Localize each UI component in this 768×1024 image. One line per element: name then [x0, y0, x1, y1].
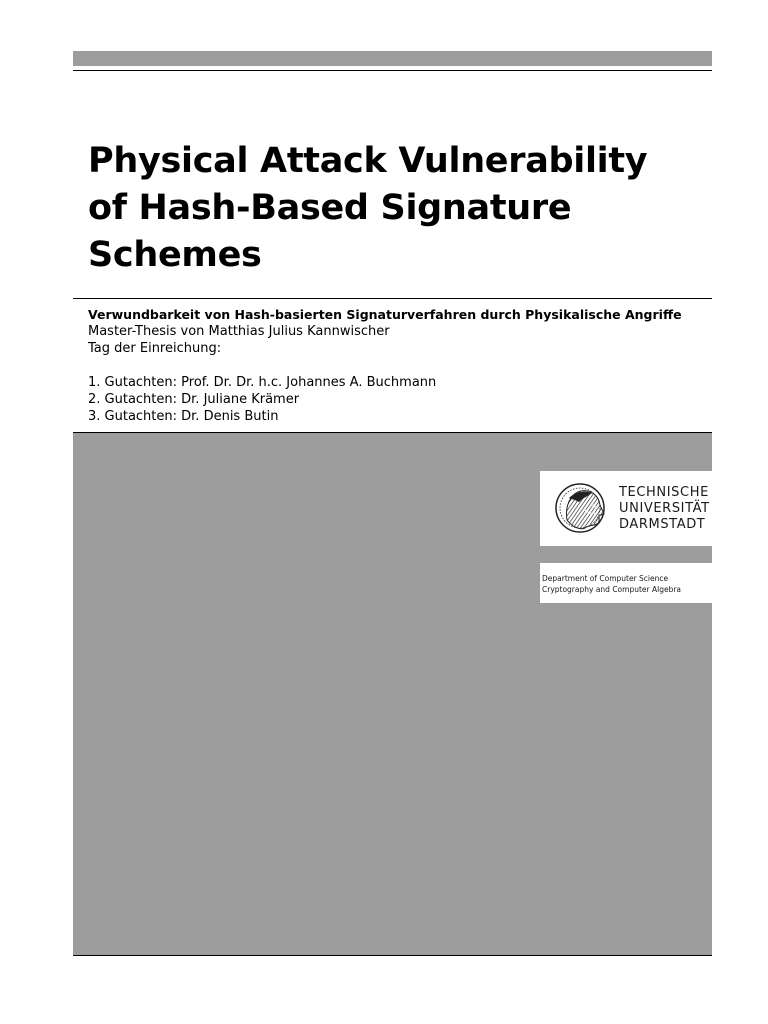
- author-line: Master-Thesis von Matthias Julius Kannwischer: [88, 324, 390, 339]
- spacer: [88, 357, 708, 374]
- reviewer-2: 2. Gutachten: Dr. Juliane Krämer: [88, 392, 300, 407]
- german-subtitle: Verwundbarkeit von Hash-basierten Signaturverfahren durch Physikalische Angriffe: [88, 307, 682, 322]
- university-name-line-3: DARMSTADT: [619, 517, 706, 532]
- university-name-line-2: UNIVERSITÄT: [619, 501, 710, 516]
- department-text: [542, 573, 681, 595]
- title-line-2: of Hash-Based Signature: [88, 188, 572, 228]
- athena-head-emblem-icon: [555, 480, 609, 536]
- department-label: [540, 563, 712, 603]
- department-line-1: Department of Computer Science: [542, 574, 669, 583]
- header-bar: [73, 51, 712, 66]
- university-logo: [540, 471, 712, 546]
- title-line-1: Physical Attack Vulnerability: [88, 141, 648, 181]
- submission-date-line: Tag der Einreichung:: [88, 341, 222, 356]
- department-line-2: Cryptography and Computer Algebra: [542, 585, 682, 594]
- thesis-title: [88, 138, 698, 279]
- university-name: [619, 485, 710, 533]
- reviewer-3: 3. Gutachten: Dr. Denis Butin: [88, 409, 279, 424]
- reviewer-1: 1. Gutachten: Prof. Dr. Dr. h.c. Johannes A. Buchmann: [88, 375, 437, 390]
- thesis-metadata: [88, 306, 708, 425]
- title-line-3: Schemes: [88, 235, 262, 275]
- university-name-line-1: TECHNISCHE: [619, 485, 709, 500]
- title-rule: [73, 298, 712, 299]
- header-rule: [73, 70, 712, 71]
